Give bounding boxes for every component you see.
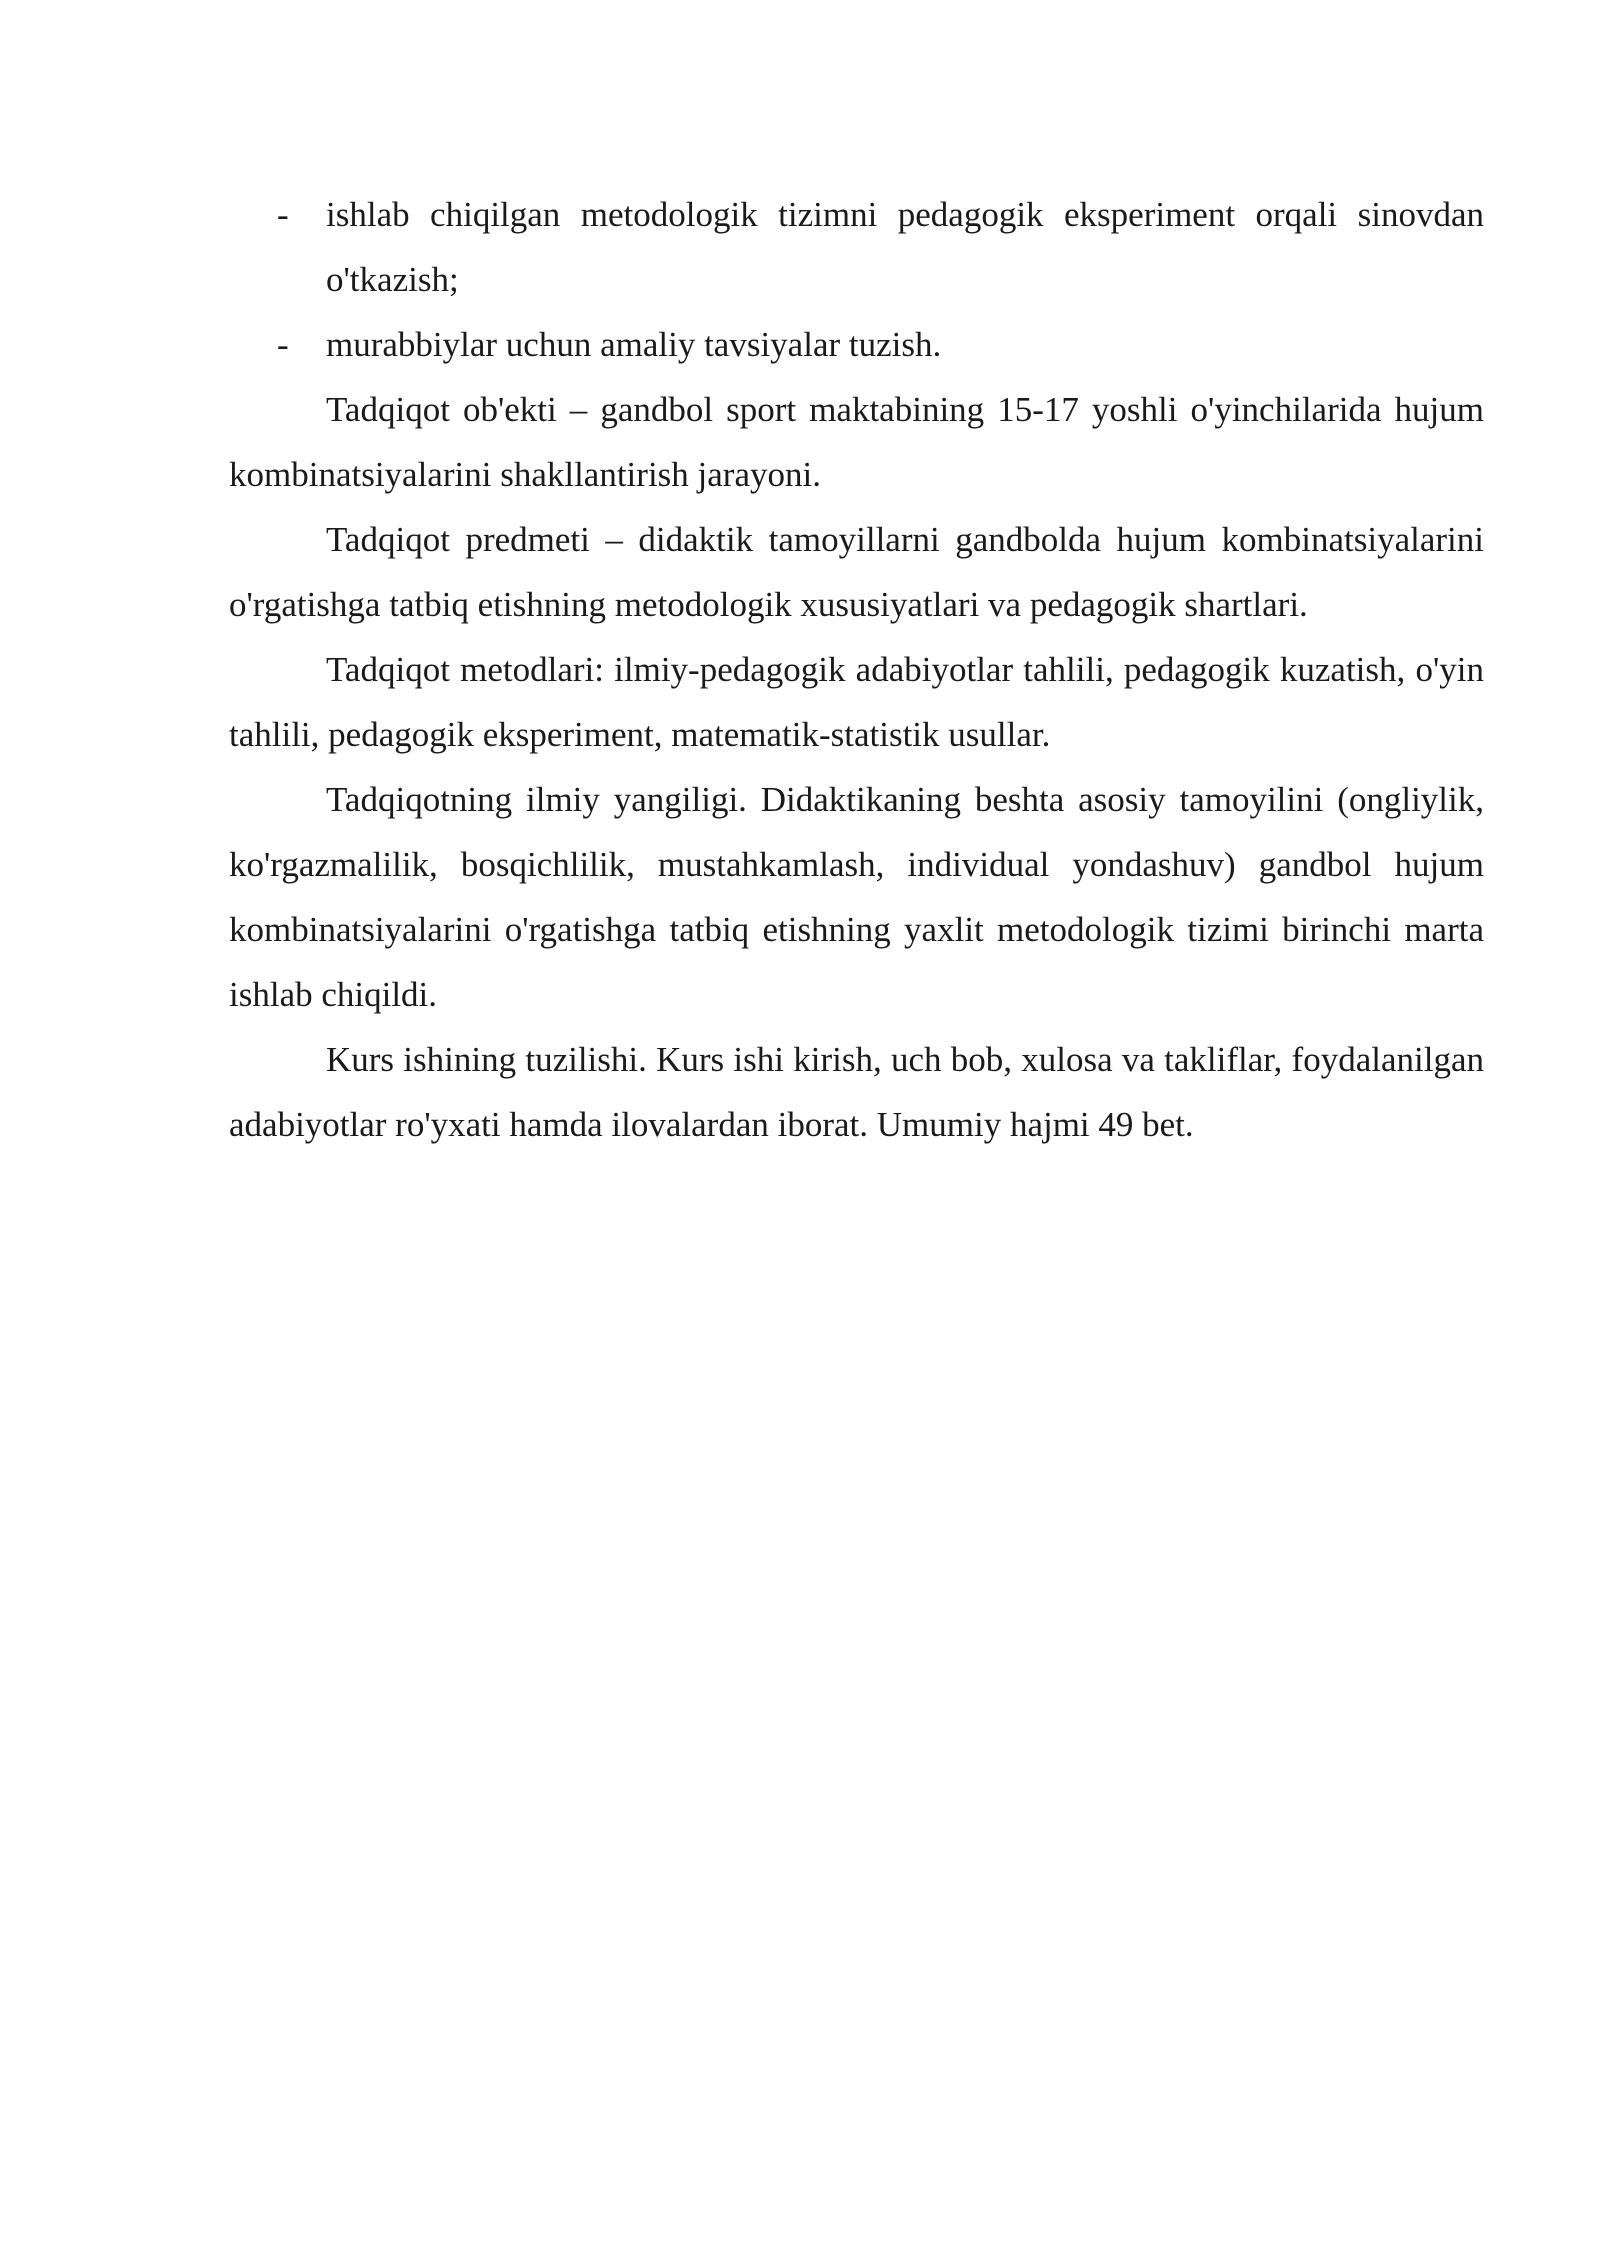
bullet-text: murabbiylar uchun amaliy tavsiyalar tuzish. [326, 325, 942, 364]
bullet-item [229, 312, 1484, 377]
bullet-marker: - [277, 195, 289, 234]
paragraph-scientific-novelty: Tadqiqotning ilmiy yangiligi. Didaktikaning beshta asosiy tamoyilini (ongliylik, ko'rgazmalilik, bosqichlilik, mustahkamlash, individual yondashuv) gandbol hujum kombinatsiyalarini o'rgatishga tatbiq etishning yaxlit metodologik tizimi birinchi marta ishlab chiqildi. [229, 780, 1484, 1014]
bullet-marker: - [277, 325, 289, 364]
paragraph-research-methods: Tadqiqot metodlari: ilmiy-pedagogik adabiyotlar tahlili, pedagogik kuzatish, o'yin tahlili, pedagogik eksperiment, matematik-statistik usullar. [229, 650, 1484, 754]
paragraph-work-structure: Kurs ishining tuzilishi. Kurs ishi kirish, uch bob, xulosa va takliflar, foydalanilgan adabiyotlar ro'yxati hamda ilovalardan iborat. Umumiy hajmi 49 bet. [229, 1040, 1484, 1144]
page-body [229, 182, 1484, 1157]
paragraph-research-object: Tadqiqot ob'ekti – gandbol sport maktabining 15-17 yoshli o'yinchilarida hujum kombinatsiyalarini shakllantirish jarayoni. [229, 390, 1484, 494]
bullet-item [229, 182, 1484, 312]
paragraph-research-subject: Tadqiqot predmeti – didaktik tamoyillarni gandbolda hujum kombinatsiyalarini o'rgatishga tatbiq etishning metodologik xususiyatlari va pedagogik shartlari. [229, 520, 1484, 624]
bullet-text: ishlab chiqilgan metodologik tizimni pedagogik eksperiment orqali sinovdan o'tkazish; [326, 195, 1484, 299]
